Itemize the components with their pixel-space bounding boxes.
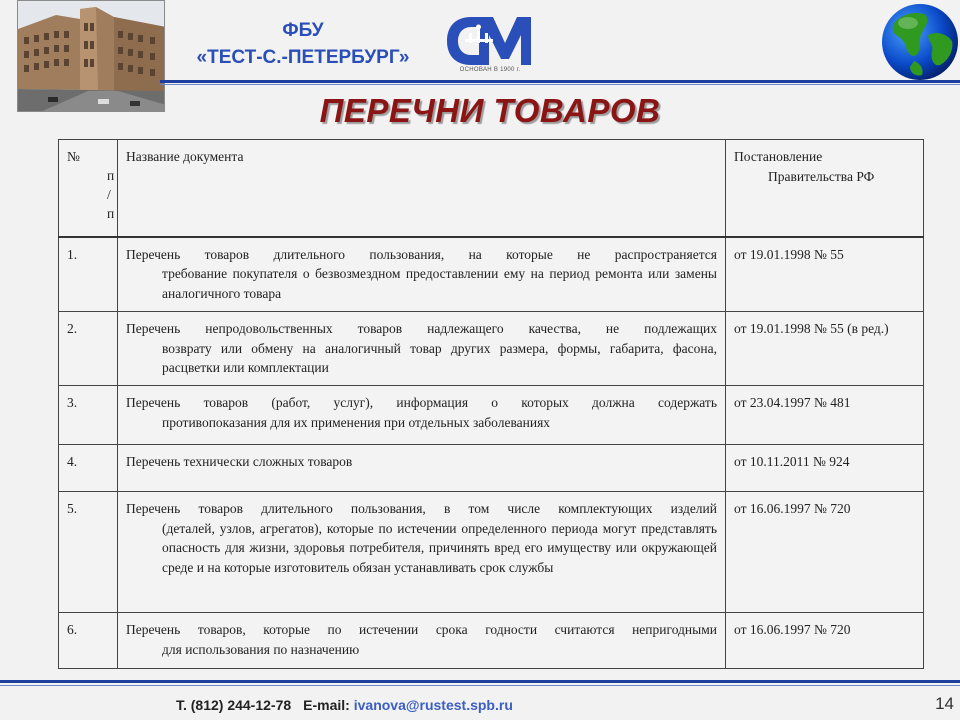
row-document xyxy=(118,312,726,386)
footer-rule xyxy=(0,680,960,683)
slide-title: ПЕРЕЧНИ ТОВАРОВ xyxy=(319,92,661,129)
table-row xyxy=(59,386,924,445)
csm-logo xyxy=(443,13,535,75)
csm-logo-graphic xyxy=(443,13,535,69)
globe-graphic xyxy=(878,1,960,83)
table-header-row xyxy=(59,140,924,237)
row-document-rest: противопоказания для их применения при отдельных заболеваниях xyxy=(162,414,551,430)
header-num-1: № xyxy=(67,149,80,164)
row-act: от 16.06.1997 № 720 xyxy=(726,613,924,669)
row-document-line-1: Перечень товаров длительного пользования, в том числе комплектующих изделий xyxy=(126,501,717,516)
organization-name xyxy=(178,17,428,71)
header-cell-act xyxy=(726,140,924,237)
row-act: от 10.11.2011 № 924 xyxy=(726,445,924,492)
table xyxy=(58,139,924,669)
header-num-2: п xyxy=(107,168,115,183)
header-act-line-2: Правительства РФ xyxy=(768,169,875,184)
footer-rule-thin xyxy=(0,685,960,686)
table-row xyxy=(59,492,924,613)
row-document-line-1: Перечень товаров длительного пользования, на которые не распространяется xyxy=(126,246,717,262)
row-document-line-1: Перечень товаров (работ, услуг), информация о которых должна содержать xyxy=(126,395,717,410)
row-document-line-1: Перечень технически сложных товаров xyxy=(126,454,353,469)
row-number: 1. xyxy=(59,237,118,312)
row-act: от 19.01.1998 № 55 xyxy=(726,237,924,312)
globe-icon xyxy=(878,1,960,83)
table-row xyxy=(59,445,924,492)
footer-email-link[interactable]: ivanova@rustest.spb.ru xyxy=(353,697,513,713)
table-row xyxy=(59,237,924,312)
row-document-line-1: Перечень товаров, которые по истечении срока годности считаются непригодными xyxy=(126,622,717,637)
org-line-1: ФБУ xyxy=(282,20,324,41)
row-number: 5. xyxy=(59,492,118,613)
row-document xyxy=(118,492,726,613)
header-doc-label: Название документа xyxy=(126,149,244,164)
page-number: 14 xyxy=(935,694,954,713)
row-document xyxy=(118,445,726,492)
row-document xyxy=(118,237,726,312)
row-act: от 16.06.1997 № 720 xyxy=(726,492,924,613)
row-act: от 23.04.1997 № 481 xyxy=(726,386,924,445)
row-document-rest: возврату или обмену на аналогичный товар других размера, формы, габарита, фасона, расцветки или комплектации xyxy=(162,340,717,375)
row-document-rest: (деталей, узлов, агрегатов), которые по истечении определенного периода могут представлять опасность для жизни, здоровья потребителя, причинять вред его имуществу или окружающей среде и на которые изготовитель обязан устанавливать срок службы xyxy=(162,520,717,575)
row-document-rest: для использования по назначению xyxy=(162,641,360,657)
logo-caption: ОСНОВАН В 1900 г. xyxy=(459,67,521,73)
footer-phone: Т. (812) 244-12-78 xyxy=(176,697,292,713)
org-line-2: «ТЕСТ-С.-ПЕТЕРБУРГ» xyxy=(196,47,410,68)
row-number: 4. xyxy=(59,445,118,492)
row-document-line-1: Перечень непродовольственных товаров надлежащего качества, не подлежащих xyxy=(126,321,717,336)
header-num-4: п xyxy=(107,206,115,221)
row-number: 3. xyxy=(59,386,118,445)
header-rule-thin xyxy=(160,84,960,85)
row-document-rest: требование покупателя о безвозмездном предоставлении ему на период ремонта или замены аналогичного товара xyxy=(162,266,717,301)
row-number: 2. xyxy=(59,312,118,386)
header-num-3: / xyxy=(107,187,111,202)
footer-email-label: E-mail: xyxy=(303,697,350,713)
table-row xyxy=(59,312,924,386)
goods-lists-table xyxy=(58,139,923,669)
row-act: от 19.01.1998 № 55 (в ред.) xyxy=(726,312,924,386)
row-document xyxy=(118,613,726,669)
row-document xyxy=(118,386,726,445)
header-cell-doc xyxy=(118,140,726,237)
header-rule xyxy=(160,80,960,83)
row-number: 6. xyxy=(59,613,118,669)
header-act-line-1: Постановление xyxy=(734,149,823,164)
header-cell-num xyxy=(59,140,118,237)
table-row xyxy=(59,613,924,669)
footer-contacts xyxy=(176,697,513,713)
